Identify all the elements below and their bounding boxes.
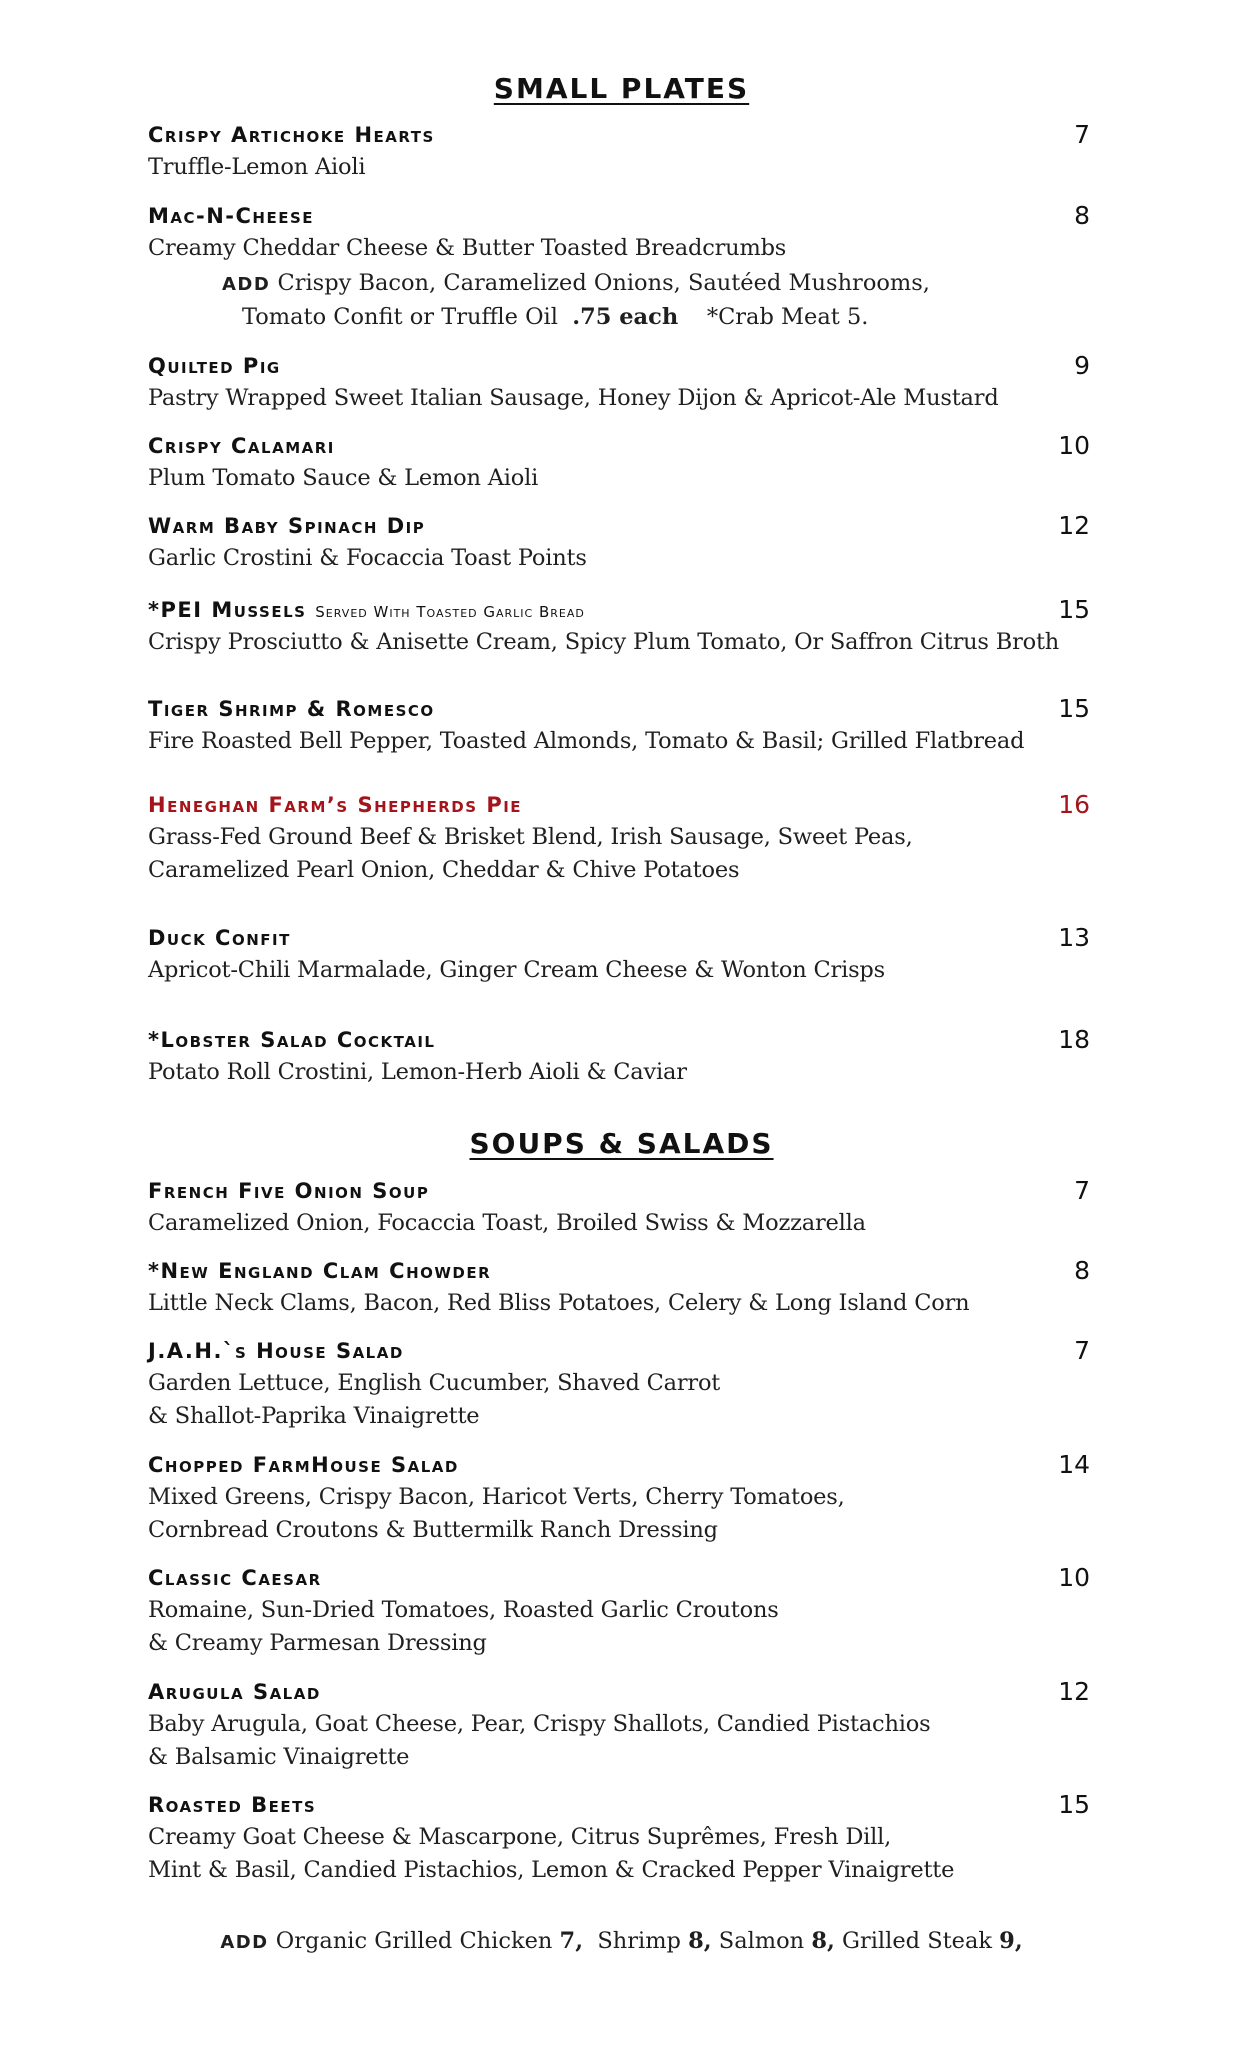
add-on-name: Organic Grilled Chicken [275,1928,553,1954]
menu-item [148,595,1090,659]
item-description: Creamy Cheddar Cheese & Butter Toasted Breadcrumbs [148,235,787,261]
item-name: Arugula Salad [148,1680,321,1704]
menu-item [148,694,1090,758]
item-description: Caramelized Pearl Onion, Cheddar & Chive Potatoes [148,857,740,883]
menu-item [148,351,1090,415]
item-description: Garlic Crostini & Focaccia Toast Points [148,545,587,571]
item-description: Baby Arugula, Goat Cheese, Pear, Crispy Shallots, Candied Pistachios [148,1711,931,1737]
item-price: 7 [1074,1176,1090,1205]
item-price: 12 [1058,511,1090,540]
protein-add-ons [0,1928,1243,1954]
item-name: Crispy Calamari [148,434,335,458]
item-description: & Balsamic Vinaigrette [148,1744,410,1770]
item-description: Truffle-Lemon Aioli [148,154,366,180]
item-description: & Creamy Parmesan Dressing [148,1630,487,1656]
item-name: Quilted Pig [148,354,281,378]
add-on-name: Salmon [718,1928,805,1954]
item-description: Mint & Basil, Candied Pistachios, Lemon & Cracked Pepper Vinaigrette [148,1857,955,1883]
menu-item [148,1450,1090,1547]
item-name: Duck Confit [148,926,291,950]
item-price: 15 [1058,1790,1090,1819]
add-on-price: 7, [559,1928,584,1954]
add-ons-crab: *Crab Meat 5. [706,304,869,330]
item-description: Garden Lettuce, English Cucumber, Shaved Carrot [148,1370,721,1396]
add-ons-line: Crispy Bacon, Caramelized Onions, Sautéed Mushrooms, [277,270,930,296]
section-title-soups-salads: SOUPS & SALADS [469,1127,774,1160]
menu-item [148,1256,1090,1320]
item-price: 16 [1058,790,1090,819]
item-description: Grass-Fed Ground Beef & Brisket Blend, Irish Sausage, Sweet Peas, [148,824,913,850]
item-price: 10 [1058,1563,1090,1592]
item-name: *Lobster Salad Cocktail [148,1028,436,1052]
item-price: 7 [1074,1336,1090,1365]
item-price: 12 [1058,1677,1090,1706]
add-label: ADD [220,1932,269,1953]
add-ons [222,267,930,334]
item-price: 7 [1074,120,1090,149]
add-ons-line: Tomato Confit or Truffle Oil [242,304,558,330]
item-price: 15 [1058,595,1090,624]
section-title-small-plates: SMALL PLATES [493,72,750,105]
item-price: 14 [1058,1450,1090,1479]
item-name: French Five Onion Soup [148,1179,430,1203]
item-description: Plum Tomato Sauce & Lemon Aioli [148,465,539,491]
menu-item [148,431,1090,495]
item-price: 8 [1074,201,1090,230]
menu-item [148,1025,1090,1089]
item-name: J.A.H.`s House Salad [148,1339,404,1363]
item-description: Potato Roll Crostini, Lemon-Herb Aioli & Caviar [148,1059,687,1085]
menu-item [148,1790,1090,1887]
add-on-price: 9, [999,1928,1023,1954]
add-on-price: 8, [688,1928,712,1954]
item-description: & Shallot-Paprika Vinaigrette [148,1403,480,1429]
item-price: 10 [1058,431,1090,460]
item-name: Chopped FarmHouse Salad [148,1453,459,1477]
item-description: Fire Roasted Bell Pepper, Toasted Almonds, Tomato & Basil; Grilled Flatbread [148,728,1025,754]
item-name: Warm Baby Spinach Dip [148,514,426,538]
item-price: 9 [1074,351,1090,380]
menu-item [148,120,1090,184]
add-ons-price: .75 each [572,304,679,330]
menu-item [148,923,1090,987]
item-price: 18 [1058,1025,1090,1054]
item-price: 15 [1058,694,1090,723]
item-description: Cornbread Croutons & Buttermilk Ranch Dressing [148,1517,718,1543]
item-description: Caramelized Onion, Focaccia Toast, Broiled Swiss & Mozzarella [148,1210,866,1236]
item-name-note: Served With Toasted Garlic Bread [315,603,585,621]
item-description: Pastry Wrapped Sweet Italian Sausage, Honey Dijon & Apricot-Ale Mustard [148,385,999,411]
item-name-main: *PEI Mussels [148,598,307,622]
add-on-name: Shrimp [597,1928,681,1954]
item-name: Crispy Artichoke Hearts [148,123,435,147]
item-description: Romaine, Sun-Dried Tomatoes, Roasted Garlic Croutons [148,1597,779,1623]
menu-item [148,1677,1090,1774]
item-name [148,598,1068,626]
menu-item [148,1176,1090,1240]
add-on-price: 8, [811,1928,835,1954]
item-description: Crispy Prosciutto & Anisette Cream, Spicy Plum Tomato, Or Saffron Citrus Broth [148,629,1060,655]
item-description: Creamy Goat Cheese & Mascarpone, Citrus Suprêmes, Fresh Dill, [148,1824,892,1850]
item-name: *New England Clam Chowder [148,1259,492,1283]
menu-item [148,201,1090,265]
add-label: ADD [222,274,271,295]
item-description: Apricot-Chili Marmalade, Ginger Cream Cheese & Wonton Crisps [148,957,885,983]
menu-item [148,1336,1090,1433]
item-name: Classic Caesar [148,1566,322,1590]
item-description: Mixed Greens, Crispy Bacon, Haricot Verts, Cherry Tomatoes, [148,1484,845,1510]
item-name: Heneghan Farm’s Shepherds Pie [148,793,523,817]
menu-item [148,1563,1090,1660]
item-name: Roasted Beets [148,1793,317,1817]
item-price: 8 [1074,1256,1090,1285]
item-name: Mac-N-Cheese [148,204,315,228]
add-on-name: Grilled Steak [842,1928,993,1954]
item-description: Little Neck Clams, Bacon, Red Bliss Potatoes, Celery & Long Island Corn [148,1290,970,1316]
menu-item-featured [148,790,1090,887]
menu-item [148,511,1090,575]
item-name: Tiger Shrimp & Romesco [148,697,435,721]
item-price: 13 [1058,923,1090,952]
